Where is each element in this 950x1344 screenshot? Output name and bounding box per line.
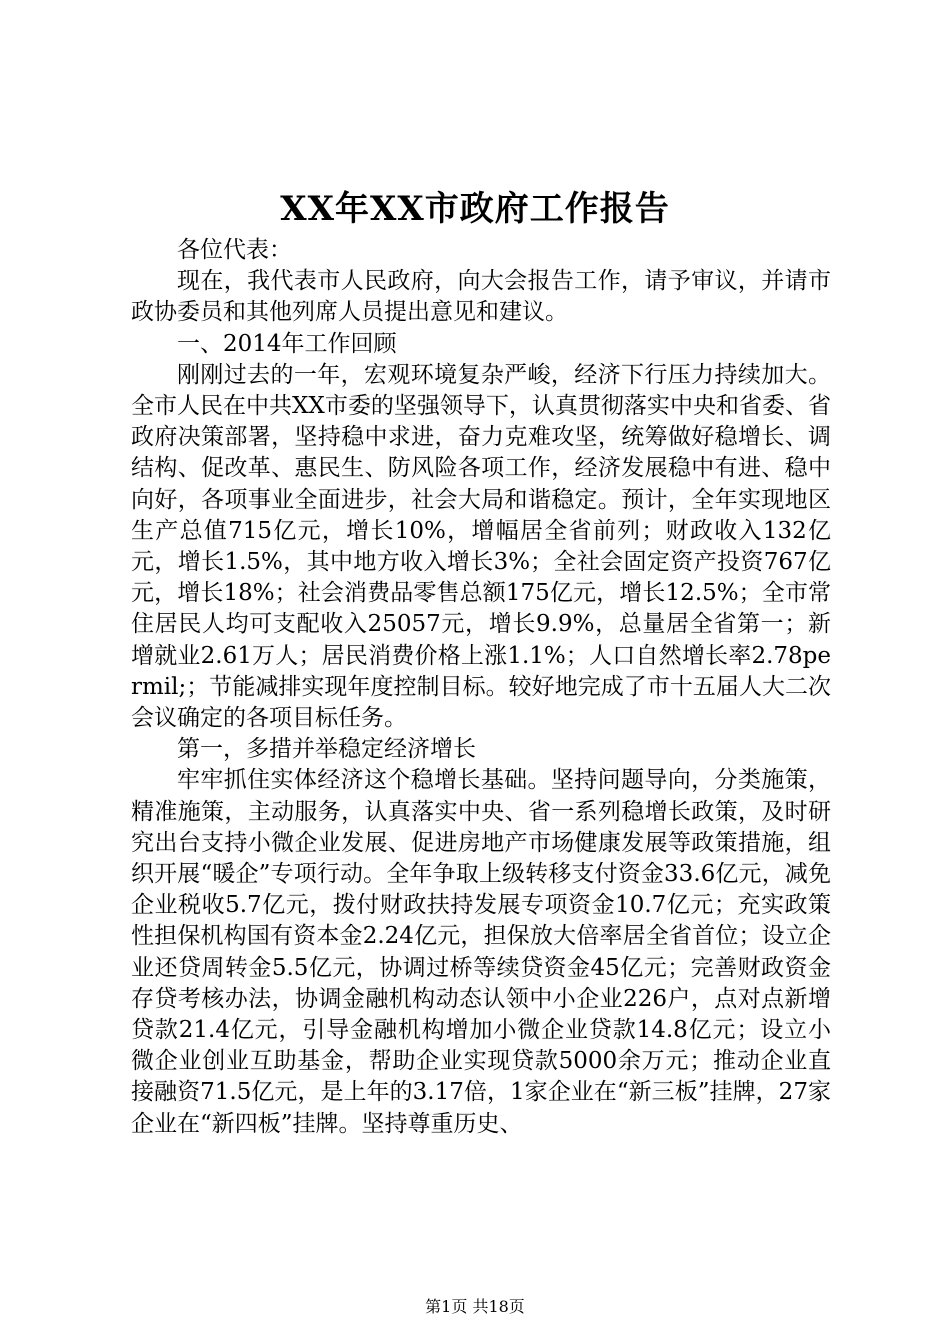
review-paragraph: 刚刚过去的一年，宏观环境复杂严峻，经济下行压力持续加大。全市人民在中共XX市委的坚强领导下，认真贯彻落实中央和省委、省政府决策部署，坚持稳中求进，奋力克难攻坚，统筹做好稳增长、调结构、促改革、惠民生、防风险各项工作，经济发展稳中有进、稳中向好，各项事业全面进步，社会大局和谐稳定。预计，全年实现地区生产总值715亿元，增长10%，增幅居全省前列；财政收入132亿元，增长1.5%，其中地方收入增长3%；全社会固定资产投资767亿元，增长18%；社会消费品零售总额175亿元，增长12.5%；全市常住居民人均可支配收入25057元，增长9.9%，总量居全省第一；新增就业2.61万人；居民消费价格上涨1.1%；人口自然增长率2.78permil;；节能减排实现年度控制目标。较好地完成了市十五届人大二次会议确定的各项目标任务。 xyxy=(131,361,831,732)
document-title: XX年XX市政府工作报告 xyxy=(280,189,670,229)
page-footer: 第1页 共18页 xyxy=(425,1297,525,1316)
salutation-paragraph: 各位代表： xyxy=(177,237,292,263)
intro-paragraph: 现在，我代表市人民政府，向大会报告工作，请予审议，并请市政协委员和其他列席人员提出意见和建议。 xyxy=(131,268,831,326)
section-heading: 一、2014年工作回顾 xyxy=(177,330,397,357)
document-body xyxy=(131,235,831,1140)
growth-paragraph: 牢牢抓住实体经济这个稳增长基础。坚持问题导向，分类施策，精准施策，主动服务，认真落实中央、省一系列稳增长政策，及时研究出台支持小微企业发展、促进房地产市场健康发展等政策措施，组织开展“暖企”专项行动。全年争取上级转移支付资金33.6亿元，减免企业税收5.7亿元，拨付财政扶持发展专项资金10.7亿元；充实政策性担保机构国有资本金2.24亿元，担保放大倍率居全省首位；设立企业还贷周转金5.5亿元，协调过桥等续贷资金45亿元；完善财政资金存贷考核办法，协调金融机构动态认领中小企业226户，点对点新增贷款21.4亿元，引导金融机构增加小微企业贷款14.8亿元；设立小微企业创业互助基金，帮助企业实现贷款5000余万元；推动企业直接融资71.5亿元，是上年的3.17倍，1家企业在“新三板”挂牌，27家企业在“新四板”挂牌。坚持尊重历史、 xyxy=(131,767,831,1137)
subsection-heading: 第一，多措并举稳定经济增长 xyxy=(177,736,476,763)
